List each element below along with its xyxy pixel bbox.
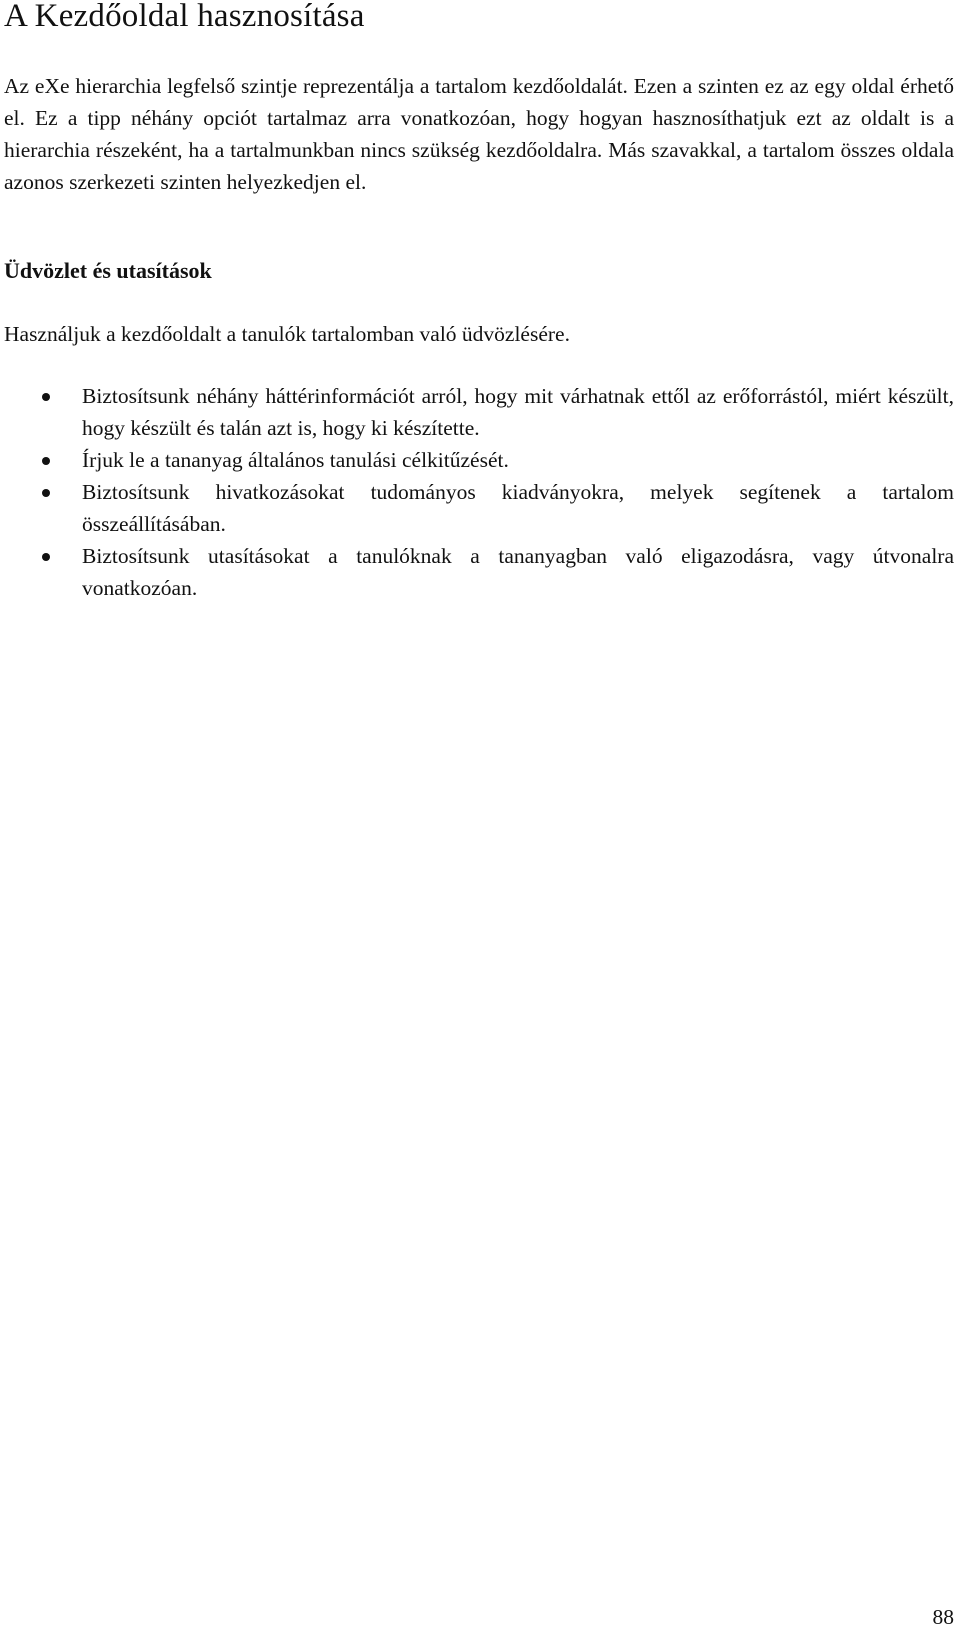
list-item-text: Biztosítsunk utasításokat a tanulóknak a tananyagban való eligazodásra, vagy útvonalra vonatkozóan.: [82, 544, 954, 600]
list-item: [0, 476, 954, 540]
list-item: [0, 380, 954, 444]
intro-paragraph: Az eXe hierarchia legfelső szintje reprezentálja a tartalom kezdőoldalát. Ezen a szinten ez az egy oldal érhető el. Ez a tipp néhány opciót tartalmaz arra vonatkozóan, hogy hogyan hasznosíthatjuk ezt az oldalt is a hierarchia részeként, ha a tartalmunkban nincs szükség kezdőoldalra. Más szavakkal, a tartalom összes oldala azonos szerkezeti szinten helyezkedjen el.: [4, 74, 954, 194]
page-number: 88: [932, 1605, 954, 1629]
bullet-icon: [42, 553, 50, 561]
list-item-text: Biztosítsunk néhány háttérinformációt arról, hogy mit várhatnak ettől az erőforrástól, miért készült, hogy készült és talán azt is, hogy ki készítette.: [82, 384, 954, 440]
list-item: [0, 444, 954, 476]
list-item-text: Biztosítsunk hivatkozásokat tudományos kiadványokra, melyek segítenek a tartalom összeállításában.: [82, 480, 954, 536]
list-item: [0, 540, 954, 604]
list-item-text: Írjuk le a tananyag általános tanulási célkitűzését.: [82, 448, 509, 472]
page-title: A Kezdőoldal hasznosítása: [4, 0, 365, 34]
bullet-icon: [42, 457, 50, 465]
bullet-list: [0, 380, 954, 604]
section-intro: Használjuk a kezdőoldalt a tanulók tartalomban való üdvözlésére.: [4, 322, 570, 346]
section-title: Üdvözlet és utasítások: [4, 258, 212, 283]
bullet-icon: [42, 489, 50, 497]
bullet-icon: [42, 393, 50, 401]
